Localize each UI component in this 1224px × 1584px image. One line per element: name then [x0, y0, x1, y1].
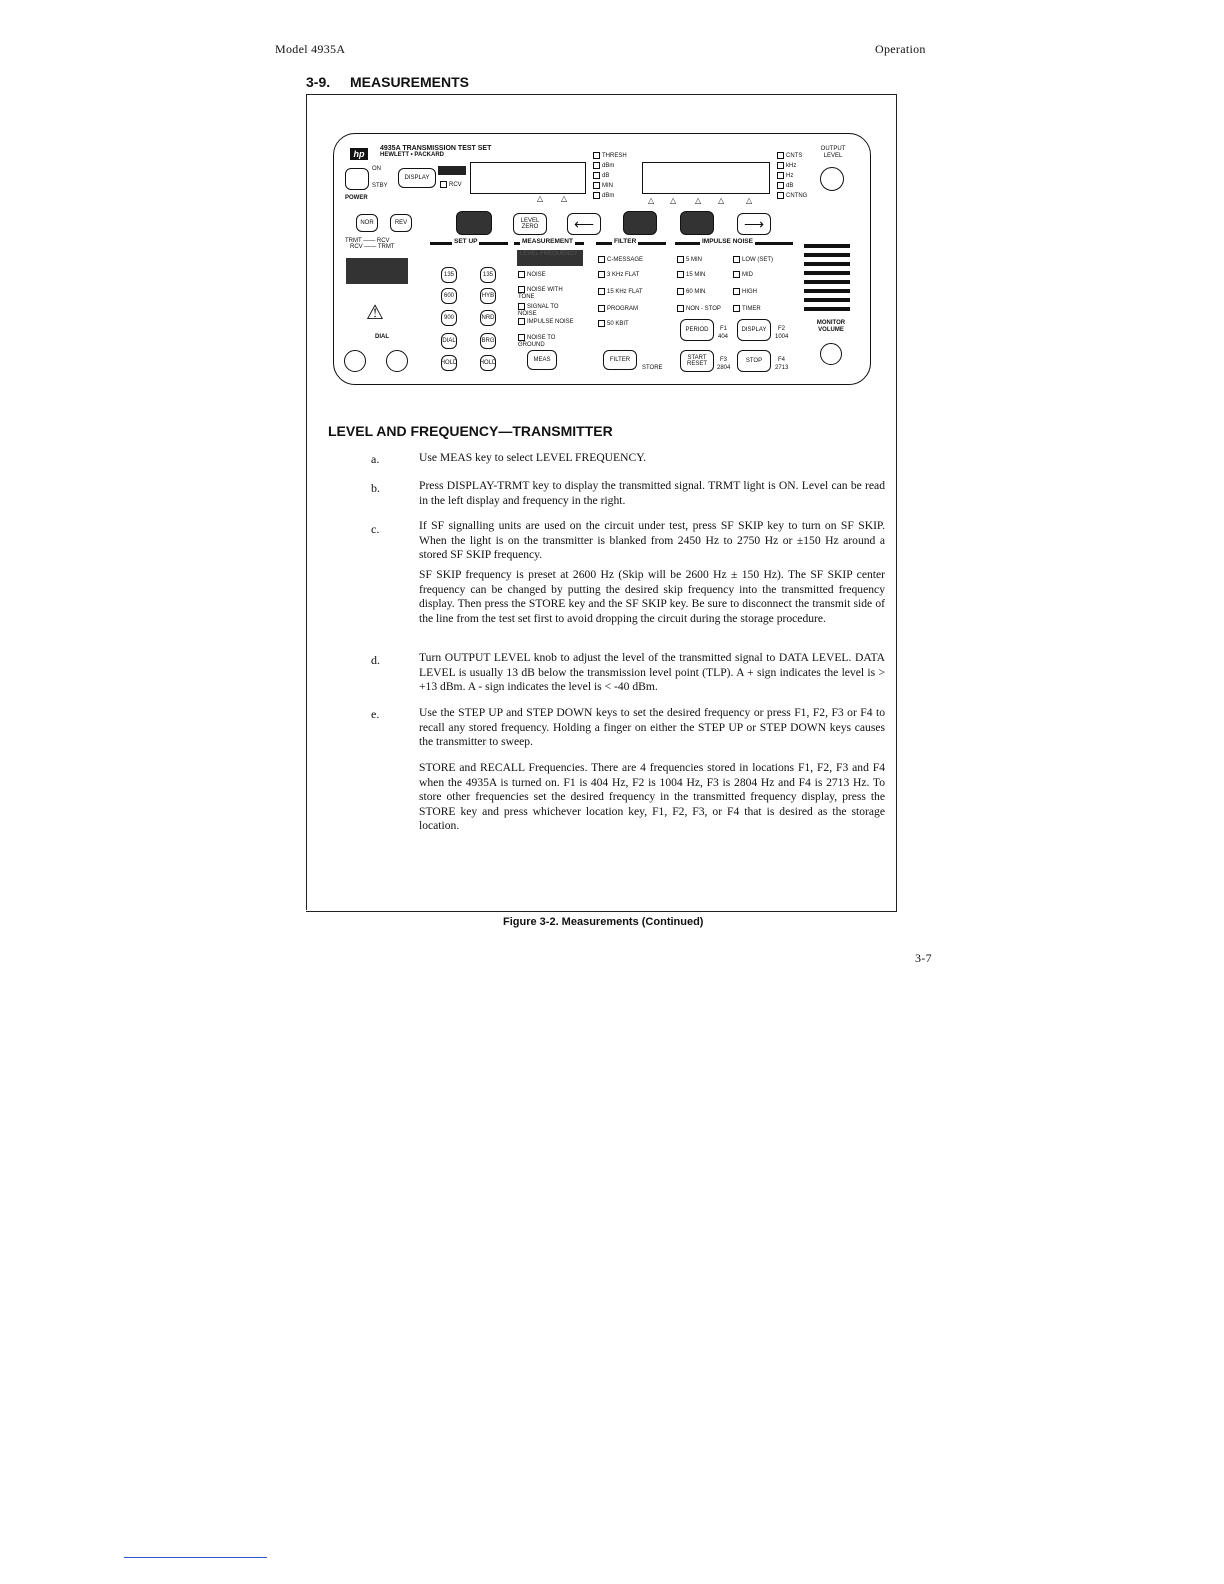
meas-item: IMPULSE NOISE	[527, 319, 574, 326]
output-level-knob[interactable]	[820, 167, 844, 191]
display-key[interactable]: DISPLAY	[398, 168, 436, 188]
step-text: If SF signalling units are used on the circuit under test, press SF SKIP key to turn on SF SKIP. When the light is on the transmitter is blanked from 2450 Hz to 2750 Hz or ±150 Hz around a stored SF SKIP frequency.	[419, 519, 885, 561]
filter-item: 3 KHz FLAT	[607, 272, 640, 279]
setup-key[interactable]: 135	[441, 267, 457, 283]
section-title: MEASUREMENTS	[350, 74, 470, 90]
impulse-item: TIMER	[742, 306, 761, 313]
warning-icon: ⚠	[366, 302, 384, 324]
section-header: Operation	[875, 42, 926, 56]
f2-label: F2	[778, 326, 786, 332]
f1-label: F1	[720, 326, 728, 332]
setup-label: SET UP	[454, 238, 478, 245]
meas-item: NOISE WITH TONE	[518, 287, 563, 301]
right-arrow-key[interactable]: ⟶	[737, 213, 771, 235]
step-text: Use the STEP UP and STEP DOWN keys to set the desired frequency or press F1, F2, F3 or F4 to recall any stored frequency. Holding a finger on either the STEP UP or STEP DOWN keys causes the transmitter to sweep.	[419, 706, 885, 748]
period-key[interactable]: PERIOD	[680, 319, 714, 341]
figure-caption: Figure 3-2. Measurements (Continued)	[503, 916, 704, 928]
setup-key[interactable]: NRD	[480, 310, 496, 326]
step-text: Press DISPLAY-TRMT key to display the transmitted signal. TRMT light is ON. Level can be read in the left display and frequency in the right.	[419, 479, 885, 507]
panel-brand: HEWLETT • PACKARD	[380, 152, 444, 158]
f4-value: 2713	[775, 365, 789, 371]
setup-key[interactable]: DIAL	[441, 333, 457, 349]
impulse-item: HIGH	[742, 289, 757, 296]
power-label: POWER	[345, 195, 368, 201]
impulse-item: 60 MIN	[686, 289, 706, 296]
level-zero-key[interactable]: LEVEL ZERO	[513, 213, 547, 235]
triangle-icon: △	[537, 194, 544, 203]
left-units: THRESH dBm dB MIN dBm	[593, 152, 627, 200]
f2-value: 1004	[775, 334, 789, 340]
page-number: 3-7	[915, 951, 932, 965]
setup-key[interactable]: HYB	[480, 288, 496, 304]
triangle-icon: △	[746, 196, 753, 205]
triangle-icon: △	[561, 194, 568, 203]
section-number: 3-9.	[306, 74, 331, 90]
step-label: d.	[371, 653, 380, 667]
power-button[interactable]	[345, 168, 369, 190]
right-display	[642, 162, 770, 194]
step-up-key[interactable]	[680, 211, 714, 235]
model-header: Model 4935A	[275, 42, 346, 56]
filter-label: FILTER	[614, 238, 637, 245]
sf-skip-key[interactable]	[456, 211, 492, 235]
triangle-icon: △	[670, 196, 677, 205]
step-down-key[interactable]	[623, 211, 657, 235]
nor-key[interactable]: NOR	[356, 214, 378, 232]
measurement-label: MEASUREMENT	[522, 238, 573, 245]
step-text: SF SKIP frequency is preset at 2600 Hz (Skip will be 2600 Hz ± 150 Hz). The SF SKIP center frequency can be changed by putting the desired skip frequency into the transmitted frequency display. Then press the STORE key and the SF SKIP key. Be sure to disconnect the transmit side of the line from the test set first to avoid dropping the circuit during the storage procedure.	[419, 568, 885, 625]
step-text: STORE and RECALL Frequencies. There are 4 frequencies stored in locations F1, F2, F3 and F4 when the 4935A is turned on. F1 is 404 Hz, F2 is 1004 Hz, F3 is 2804 Hz and F4 is 2713 Hz. To store other frequencies set the desired frequency in the transmitted frequency display, press the STORE key and press whichever location key, F1, F2, F3, or F4 that is desired as the storage location.	[419, 761, 885, 832]
impulse-item: MID	[742, 272, 753, 279]
footnote-rule	[124, 1557, 267, 1558]
rcv-trmt-label: RCV —— TRMT	[350, 244, 395, 250]
meas-selected-item: LEVEL FREQUENCY	[517, 250, 583, 266]
filter-item: 15 KHz FLAT	[607, 289, 643, 296]
filter-item: PROGRAM	[607, 306, 639, 313]
status-indicator	[346, 258, 408, 284]
rcv-label: RCV	[449, 182, 462, 189]
step-label: b.	[371, 481, 380, 495]
step-text: Turn OUTPUT LEVEL knob to adjust the level of the transmitted signal to DATA LEVEL. DATA LEVEL is usually 13 dB below the transmission level point (TLP). A + sign indicates the level is > +13 dBm. A - sign indicates the level is < -40 dBm.	[419, 651, 885, 693]
subheading: LEVEL AND FREQUENCY—TRANSMITTER	[328, 423, 613, 439]
step-label: a.	[371, 452, 380, 466]
step-text: Use MEAS key to select LEVEL FREQUENCY.	[419, 451, 647, 464]
step-label: c.	[371, 522, 380, 536]
trmt-rcv-label: TRMT —— RCV	[345, 238, 390, 244]
rev-key[interactable]: REV	[390, 214, 412, 232]
dial-label: DIAL	[375, 334, 389, 340]
trmt-indicator	[438, 166, 466, 175]
filter-item: C-MESSAGE	[607, 257, 644, 264]
setup-key[interactable]: 900	[441, 310, 457, 326]
on-label: ON	[372, 166, 381, 172]
f3-label: F3	[720, 357, 728, 363]
dial-knob-left[interactable]	[344, 350, 366, 372]
monitor-volume-label: MONITOR VOLUME	[816, 320, 846, 333]
impulse-item: 5 MIN	[686, 257, 703, 264]
meas-item: NOISE TO GROUND	[518, 335, 556, 349]
triangle-icon: △	[648, 196, 655, 205]
output-level-label: OUTPUT LEVEL	[820, 146, 846, 159]
store-label: STORE	[642, 365, 663, 371]
impulse-noise-label: IMPULSE NOISE	[702, 238, 753, 245]
monitor-volume-knob[interactable]	[820, 343, 842, 365]
triangle-icon: △	[718, 196, 725, 205]
left-display	[470, 162, 586, 194]
setup-key[interactable]: 135	[480, 267, 496, 283]
filter-key[interactable]: FILTER	[603, 350, 637, 370]
meas-key[interactable]: MEAS	[527, 350, 557, 370]
impulse-item: NON - STOP	[686, 306, 721, 313]
f4-label: F4	[778, 357, 786, 363]
step-label: e.	[371, 707, 380, 721]
stby-label: STBY	[372, 183, 388, 189]
stop-key[interactable]: STOP	[737, 350, 771, 372]
dial-knob-right[interactable]	[386, 350, 408, 372]
hp-logo-icon: hp	[350, 148, 368, 160]
filter-item: 50 KBIT	[607, 321, 629, 328]
f3-value: 2804	[717, 365, 731, 371]
left-arrow-key[interactable]: ⟵	[567, 213, 601, 235]
f1-value: 404	[718, 334, 729, 340]
meas-item: SIGNAL TO NOISE	[518, 304, 559, 318]
panel-title: 4935A TRANSMISSION TEST SET	[380, 145, 492, 152]
right-units: CNTS kHz Hz dB CNTNG	[777, 152, 807, 200]
meas-item: NOISE	[527, 272, 546, 279]
impulse-item: 15 MIN	[686, 272, 706, 279]
setup-key[interactable]: 600	[441, 288, 457, 304]
setup-key[interactable]: BRG	[480, 333, 496, 349]
display2-key[interactable]: DISPLAY	[737, 319, 771, 341]
setup-key[interactable]: HOLD	[480, 355, 496, 371]
impulse-item: LOW (SET)	[742, 257, 773, 264]
setup-key[interactable]: HOLD	[441, 355, 457, 371]
start-reset-key[interactable]: START RESET	[680, 350, 714, 372]
triangle-icon: △	[695, 196, 702, 205]
